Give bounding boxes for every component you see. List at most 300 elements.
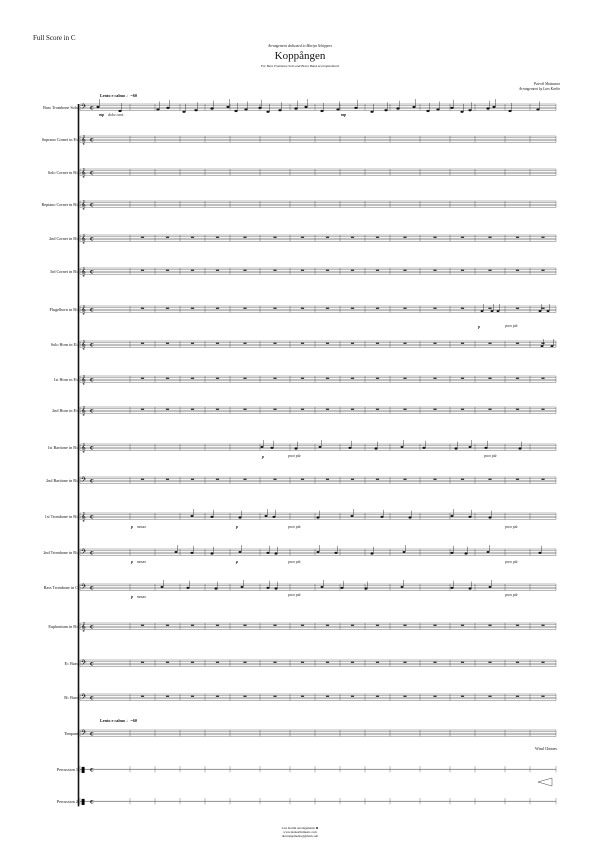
whole-rest-icon	[166, 270, 169, 271]
whole-rest-icon	[351, 409, 354, 410]
whole-rest-icon	[461, 696, 464, 697]
dynamic-tbn2-p: p	[131, 559, 133, 564]
treble-clef-icon: 𝄞	[81, 168, 86, 177]
note-head	[295, 448, 298, 450]
footer	[0, 826, 600, 838]
whole-rest-icon	[351, 696, 354, 697]
treble-clef-icon: 𝄞	[81, 622, 86, 631]
note-head	[401, 586, 404, 588]
instrument-label: Solo Horn in E♭	[50, 342, 78, 347]
whole-rest-icon	[216, 237, 219, 238]
whole-rest-icon	[326, 696, 329, 697]
whole-rest-icon	[243, 343, 246, 344]
whole-rest-icon	[166, 308, 169, 309]
expression-basstbn-mosso: mosso	[137, 595, 146, 599]
whole-rest-icon	[273, 237, 276, 238]
whole-rest-icon	[488, 662, 491, 663]
note-head	[371, 553, 374, 555]
note-head	[321, 586, 324, 588]
whole-rest-icon	[403, 237, 406, 238]
time-signature-icon: c	[90, 694, 94, 702]
whole-rest-icon	[351, 378, 354, 379]
whole-rest-icon	[243, 662, 246, 663]
whole-rest-icon	[488, 343, 491, 344]
whole-rest-icon	[191, 308, 194, 309]
whole-rest-icon	[141, 696, 144, 697]
note-head	[319, 446, 322, 448]
instrument-label: 2nd Baritone in B♭	[46, 478, 78, 483]
whole-rest-icon	[376, 625, 379, 626]
whole-rest-icon	[301, 270, 304, 271]
whole-rest-icon	[243, 308, 246, 309]
expression-tbn1-mosso: mosso	[137, 525, 146, 529]
whole-rest-icon	[541, 270, 544, 271]
whole-rest-icon	[516, 662, 519, 663]
note-head	[492, 106, 495, 108]
whole-rest-icon	[403, 308, 406, 309]
note-head	[396, 108, 399, 110]
whole-rest-icon	[376, 479, 379, 480]
time-signature-icon: c	[90, 306, 94, 314]
whole-rest-icon	[461, 270, 464, 271]
note-head	[468, 109, 471, 111]
instrument-label: Flugelhorn in B♭	[49, 307, 78, 312]
whole-rest-icon	[273, 696, 276, 697]
dynamic-solo-mp: mp	[99, 112, 105, 117]
time-signature-icon: c	[90, 376, 94, 384]
note-head	[317, 551, 320, 553]
whole-rest-icon	[461, 308, 464, 309]
note-head	[469, 446, 472, 448]
whole-rest-icon	[273, 270, 276, 271]
whole-rest-icon	[516, 343, 519, 344]
instrument-label: 2nd Horn in E♭	[52, 408, 78, 413]
whole-rest-icon	[301, 696, 304, 697]
note-head	[451, 587, 454, 589]
score-title: Koppången	[274, 50, 326, 62]
note-head	[215, 588, 218, 590]
whole-rest-icon	[326, 237, 329, 238]
dynamic-tbn2-p2: p	[236, 559, 238, 564]
note-head	[486, 108, 489, 110]
note-head	[273, 516, 276, 518]
expression-tbn1-poco-piu: poco più	[288, 525, 301, 529]
bass-clef-icon: 𝄢	[81, 476, 87, 485]
note-head	[351, 515, 354, 517]
instrument-label: Euphonium in B♭	[48, 624, 78, 629]
whole-rest-icon	[461, 479, 464, 480]
whole-rest-icon	[376, 270, 379, 271]
treble-clef-icon: 𝄞	[81, 375, 86, 384]
time-signature-icon: c	[90, 660, 94, 668]
instrument-label: 1st Trombone in B♭	[44, 514, 78, 519]
note-head	[239, 551, 242, 553]
whole-rest-icon	[141, 409, 144, 410]
whole-rest-icon	[433, 696, 436, 697]
expression-tbn2-poco-piu: poco più	[288, 560, 301, 564]
whole-rest-icon	[351, 479, 354, 480]
whole-rest-icon	[141, 479, 144, 480]
whole-rest-icon	[433, 409, 436, 410]
note-head	[304, 106, 307, 108]
note-head	[469, 588, 472, 590]
note-head	[381, 516, 384, 518]
note-head	[539, 310, 542, 312]
whole-rest-icon	[351, 237, 354, 238]
note-head	[451, 515, 454, 517]
whole-rest-icon	[376, 696, 379, 697]
note-head	[239, 517, 242, 519]
whole-rest-icon	[403, 270, 406, 271]
instrument-label: 2nd Trombone in B♭	[43, 550, 78, 555]
time-signature-icon: c	[90, 623, 94, 631]
whole-rest-icon	[433, 237, 436, 238]
whole-rest-icon	[488, 696, 491, 697]
whole-rest-icon	[433, 308, 436, 309]
note-head	[244, 108, 247, 110]
expression-basstbn-poco-piu: poco più	[288, 593, 301, 597]
note-head	[320, 110, 323, 112]
whole-rest-icon	[461, 237, 464, 238]
dynamic-basstbn-p: p	[131, 594, 133, 599]
note-head	[536, 108, 539, 110]
note-head	[547, 310, 550, 312]
whole-rest-icon	[273, 308, 276, 309]
whole-rest-icon	[216, 625, 219, 626]
time-signature-icon: c	[90, 104, 94, 112]
whole-rest-icon	[541, 343, 544, 344]
whole-rest-icon	[301, 308, 304, 309]
note-head	[96, 106, 99, 108]
instrument-label: Percussion 2	[56, 799, 78, 804]
note-head	[265, 515, 268, 517]
note-head	[191, 515, 194, 517]
whole-rest-icon	[326, 308, 329, 309]
time-signature-icon: c	[90, 766, 94, 774]
whole-rest-icon	[541, 308, 544, 309]
instrument-label: Bass Trombone in C	[43, 585, 78, 590]
expression-bar1-poco-piu: poco più	[288, 454, 301, 458]
whole-rest-icon	[488, 409, 491, 410]
whole-rest-icon	[376, 662, 379, 663]
whole-rest-icon	[141, 308, 144, 309]
score-type-label: Full Score in C	[33, 34, 76, 42]
whole-rest-icon	[166, 409, 169, 410]
tempo-marking: Lento e calmo ♩=60	[100, 93, 137, 98]
note-head	[491, 310, 494, 312]
whole-rest-icon	[326, 343, 329, 344]
expression-tbn2-mosso: mosso	[137, 560, 146, 564]
note-head	[335, 552, 338, 554]
crescendo-hairpin-icon	[538, 778, 552, 786]
tempo-marking-percussion: Lento e calmo ♩=60	[100, 718, 137, 723]
whole-rest-icon	[301, 378, 304, 379]
note-head	[451, 552, 454, 554]
note-head	[412, 106, 415, 108]
whole-rest-icon	[141, 270, 144, 271]
whole-rest-icon	[141, 237, 144, 238]
treble-clef-icon: 𝄞	[81, 234, 86, 243]
treble-clef-icon: 𝄞	[81, 200, 86, 209]
note-head	[294, 108, 297, 110]
whole-rest-icon	[191, 378, 194, 379]
note-head	[375, 448, 378, 450]
instrument-label: Solo Cornet in B♭	[47, 170, 78, 175]
whole-rest-icon	[403, 409, 406, 410]
whole-rest-icon	[191, 479, 194, 480]
whole-rest-icon	[516, 625, 519, 626]
whole-rest-icon	[461, 625, 464, 626]
whole-rest-icon	[191, 270, 194, 271]
time-signature-icon: c	[90, 549, 94, 557]
whole-rest-icon	[166, 479, 169, 480]
time-signature-icon: c	[90, 235, 94, 243]
whole-rest-icon	[488, 625, 491, 626]
footer-line-3: lkarrangements@gmail.com	[281, 834, 319, 838]
note-head	[497, 310, 500, 312]
whole-rest-icon	[243, 378, 246, 379]
whole-rest-icon	[433, 625, 436, 626]
instrument-label: Repiano Cornet in B♭	[41, 202, 78, 207]
whole-rest-icon	[216, 409, 219, 410]
dynamic-tbn1-p2: p	[236, 524, 238, 529]
bass-clef-icon: 𝄢	[81, 729, 87, 738]
whole-rest-icon	[141, 378, 144, 379]
treble-clef-icon: 𝄞	[81, 305, 86, 314]
expression-basstbn-poco-piu-2: poco più	[505, 593, 518, 597]
note-head	[485, 447, 488, 449]
expression-tbn1-poco-piu-2: poco più	[505, 525, 518, 529]
note-head	[258, 107, 261, 109]
whole-rest-icon	[541, 625, 544, 626]
whole-rest-icon	[243, 696, 246, 697]
whole-rest-icon	[191, 409, 194, 410]
whole-rest-icon	[166, 343, 169, 344]
note-head	[469, 516, 472, 518]
note-head	[481, 310, 484, 312]
note-head	[465, 553, 468, 555]
note-head	[455, 448, 458, 450]
whole-rest-icon	[516, 378, 519, 379]
expression-dolce: dolce cant.	[108, 113, 124, 117]
time-signature-icon: c	[90, 730, 94, 738]
whole-rest-icon	[141, 625, 144, 626]
instrument-label: 3rd Cornet in B♭	[49, 269, 78, 274]
note-head	[450, 107, 453, 109]
whole-rest-icon	[403, 378, 406, 379]
whole-rest-icon	[243, 409, 246, 410]
whole-rest-icon	[216, 343, 219, 344]
note-head	[426, 110, 429, 112]
whole-rest-icon	[216, 308, 219, 309]
whole-rest-icon	[376, 378, 379, 379]
whole-rest-icon	[541, 696, 544, 697]
whole-rest-icon	[516, 270, 519, 271]
instrument-label: 1st Baritone in B♭	[47, 445, 78, 450]
time-signature-icon: c	[90, 341, 94, 349]
arranger-credit: Arrangement by Lars Karlin	[518, 87, 560, 91]
whole-rest-icon	[243, 625, 246, 626]
whole-rest-icon	[488, 378, 491, 379]
whole-rest-icon	[273, 479, 276, 480]
whole-rest-icon	[273, 662, 276, 663]
whole-rest-icon	[301, 662, 304, 663]
instrument-label: Percussion 1	[56, 767, 78, 772]
whole-rest-icon	[433, 378, 436, 379]
whole-rest-icon	[488, 479, 491, 480]
whole-rest-icon	[376, 237, 379, 238]
dynamic-flugel-p: p	[478, 324, 480, 329]
whole-rest-icon	[243, 270, 246, 271]
note-head	[409, 517, 412, 519]
whole-rest-icon	[403, 696, 406, 697]
bass-clef-icon: 𝄢	[81, 693, 87, 702]
whole-rest-icon	[433, 270, 436, 271]
dedication-text: Arrangement dedicated to Martyn Schippers	[267, 44, 333, 48]
whole-rest-icon	[273, 625, 276, 626]
whole-rest-icon	[461, 343, 464, 344]
note-head	[210, 108, 213, 110]
whole-rest-icon	[433, 662, 436, 663]
percussion-clef-icon: ▮	[81, 797, 86, 806]
whole-rest-icon	[141, 343, 144, 344]
whole-rest-icon	[541, 662, 544, 663]
whole-rest-icon	[301, 479, 304, 480]
treble-clef-icon: 𝄞	[81, 512, 86, 521]
whole-rest-icon	[376, 343, 379, 344]
whole-rest-icon	[516, 479, 519, 480]
whole-rest-icon	[191, 237, 194, 238]
note-head	[541, 345, 544, 347]
note-head	[401, 446, 404, 448]
treble-clef-icon: 𝄞	[81, 443, 86, 452]
note-head	[118, 110, 121, 112]
whole-rest-icon	[301, 237, 304, 238]
whole-rest-icon	[191, 662, 194, 663]
bass-clef-icon: 𝄢	[81, 659, 87, 668]
treble-clef-icon: 𝄞	[81, 340, 86, 349]
whole-rest-icon	[488, 270, 491, 271]
treble-clef-icon: 𝄞	[81, 406, 86, 415]
time-signature-icon: c	[90, 268, 94, 276]
bass-clef-icon: 𝄢	[81, 583, 87, 592]
note-head	[487, 551, 490, 553]
note-head	[317, 517, 320, 519]
whole-rest-icon	[326, 662, 329, 663]
footer-line-1: Lars Karlin Arrangements ⊠	[281, 826, 319, 830]
note-head	[370, 111, 373, 113]
whole-rest-icon	[141, 662, 144, 663]
note-head	[341, 587, 344, 589]
note-head	[354, 107, 357, 109]
note-head	[175, 551, 178, 553]
note-head	[211, 516, 214, 518]
whole-rest-icon	[216, 662, 219, 663]
note-head	[271, 447, 274, 449]
whole-rest-icon	[541, 409, 544, 410]
note-head	[241, 586, 244, 588]
instrument-label: B♭ Bass	[64, 695, 78, 700]
note-head	[266, 111, 269, 113]
percussion-clef-icon: ▮	[81, 765, 86, 774]
whole-rest-icon	[351, 343, 354, 344]
note-head	[278, 109, 281, 111]
whole-rest-icon	[351, 625, 354, 626]
note-head	[489, 517, 492, 519]
whole-rest-icon	[216, 696, 219, 697]
time-signature-icon: c	[90, 201, 94, 209]
note-head	[423, 447, 426, 449]
note-head	[539, 552, 542, 554]
note-head	[267, 552, 270, 554]
whole-rest-icon	[243, 237, 246, 238]
expression-tbn2-poco-piu-2: poco più	[505, 560, 518, 564]
treble-clef-icon: 𝄞	[81, 135, 86, 144]
note-head	[460, 111, 463, 113]
whole-rest-icon	[488, 308, 491, 309]
note-head	[489, 586, 492, 588]
whole-rest-icon	[516, 308, 519, 309]
note-head	[261, 446, 264, 448]
time-signature-icon: c	[90, 477, 94, 485]
whole-rest-icon	[301, 343, 304, 344]
note-head	[156, 108, 159, 110]
footer-line-2: www.larskarlinmusic.com	[283, 830, 317, 834]
instrument-label: Soprano Cornet in E♭	[41, 137, 78, 142]
whole-rest-icon	[273, 409, 276, 410]
whole-rest-icon	[216, 479, 219, 480]
expression-flugel-poco-piu: poco più	[505, 324, 518, 328]
time-signature-icon: c	[90, 444, 94, 452]
whole-rest-icon	[166, 662, 169, 663]
whole-rest-icon	[433, 479, 436, 480]
instrument-label: Bass Trombone Solo	[43, 105, 78, 110]
note-head	[436, 108, 439, 110]
whole-rest-icon	[166, 625, 169, 626]
whole-rest-icon	[191, 343, 194, 344]
time-signature-icon: c	[90, 798, 94, 806]
time-signature-icon: c	[90, 169, 94, 177]
whole-rest-icon	[461, 662, 464, 663]
bass-clef-icon: 𝄢	[81, 103, 87, 112]
whole-rest-icon	[516, 409, 519, 410]
whole-rest-icon	[433, 343, 436, 344]
instrument-label: 1st Horn in E♭	[53, 377, 78, 382]
whole-rest-icon	[541, 237, 544, 238]
whole-rest-icon	[376, 409, 379, 410]
note-head	[211, 553, 214, 555]
whole-rest-icon	[166, 237, 169, 238]
whole-rest-icon	[273, 378, 276, 379]
score-subtitle: For Bass Trombone Solo and Brass Band accompaniment	[260, 64, 340, 68]
whole-rest-icon	[326, 409, 329, 410]
note-head	[508, 110, 511, 112]
whole-rest-icon	[403, 343, 406, 344]
whole-rest-icon	[243, 479, 246, 480]
note-head	[234, 110, 237, 112]
time-signature-icon: c	[90, 407, 94, 415]
whole-rest-icon	[376, 308, 379, 309]
note-head	[182, 111, 185, 113]
note-head	[161, 586, 164, 588]
whole-rest-icon	[516, 696, 519, 697]
expression-bar1-poco-piu-2: poco più	[484, 454, 497, 458]
whole-rest-icon	[326, 625, 329, 626]
whole-rest-icon	[403, 479, 406, 480]
note-head	[194, 109, 197, 111]
whole-rest-icon	[351, 662, 354, 663]
whole-rest-icon	[326, 378, 329, 379]
